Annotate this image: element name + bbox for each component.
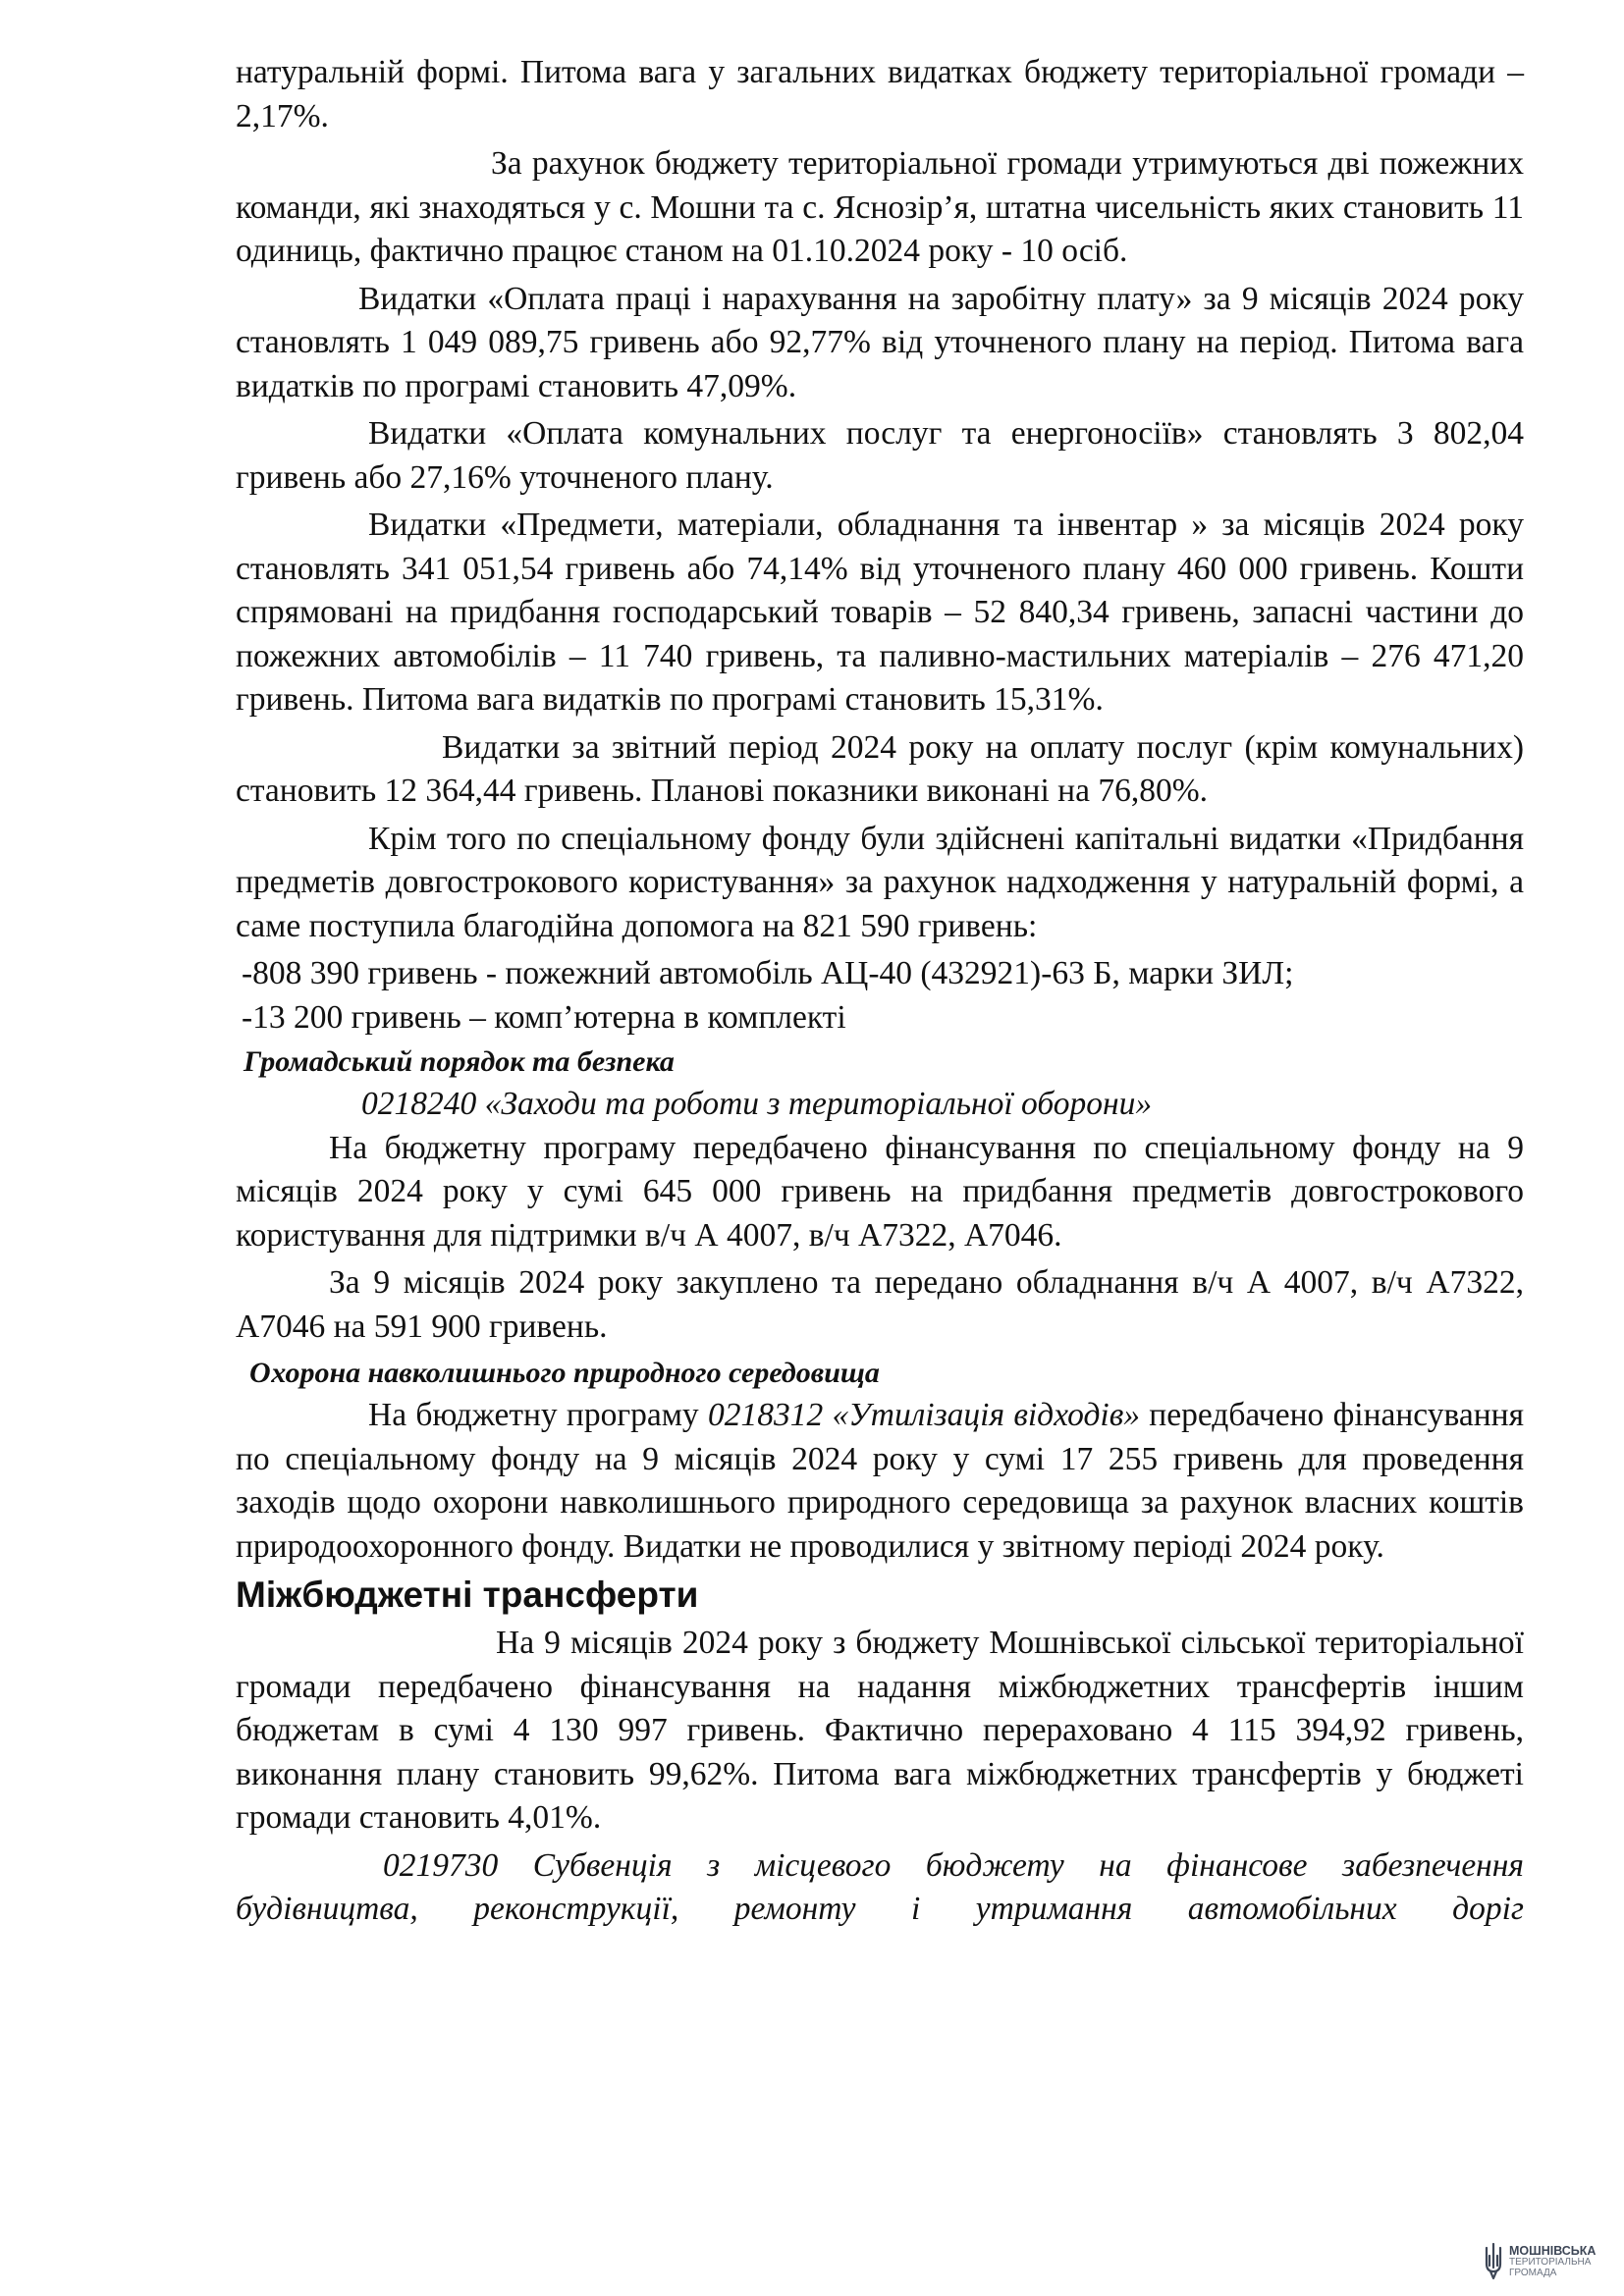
paragraph: Видатки «Предмети, матеріали, обладнання та інвентар » за місяців 2024 року становлять 341 051,54 гривень або 74,14% від уточненого плану 460 000 гривень. Кошти спрямовані на придбання господарський товарів – 52 840,34 гривень, запасні частини до пожежних автомобілів – 11 740 гривень, та паливно-мастильних матеріалів – 276 471,20 гривень. Питома вага видатків по програмі становить 15,31%.	[236, 507, 1524, 718]
logo-line: ТЕРИТОРІАЛЬНА	[1509, 2256, 1592, 2268]
logo	[1483, 2239, 1612, 2284]
paragraph: За рахунок бюджету територіальної громади утримуються дві пожежних команди, які знаходяться у с. Мошни та с. Яснозір’я, штатна чисельність яких становить 11 одиниць, фактично працює станом на 01.10.2024 року - 10 осіб.	[236, 145, 1524, 269]
paragraph: Видатки «Оплата праці і нарахування на заробітну плату» за 9 місяців 2024 року становлять 1 049 089,75 гривень або 92,77% від уточненого плану на період. Питома вага видатків по програмі становить 47,09%.	[236, 280, 1524, 404]
paragraph: На 9 місяців 2024 року з бюджету Мошнівської сільської територіальної громади передбачено фінансування на надання міжбюджетних трансфертів іншим бюджетам в сумі 4 130 997 гривень. Фактично перераховано 4 115 394,92 гривень, виконання плану становить 99,62%. Питома вага міжбюджетних трансфертів у бюджеті громади становить 4,01%.	[236, 1625, 1524, 1836]
logo-line: ГРОМАДА	[1509, 2267, 1557, 2278]
program-code: 0218312 «Утилізація відходів»	[707, 1397, 1141, 1433]
list-item: -13 200 гривень – комп’ютерна в комплекті	[242, 998, 846, 1036]
paragraph	[236, 1394, 1524, 1569]
paragraph: Крім того по спеціальному фонду були здійснені капітальні видатки «Придбання предметів довгострокового користування» за рахунок надходження у натуральній формі, а саме поступила благодійна допомога на 821 590 гривень:	[236, 820, 1524, 944]
section-subheading: Охорона навколишнього природного середовища	[249, 1357, 880, 1389]
section-subheading: Громадський порядок та безпека	[244, 1045, 675, 1078]
program-title: 0218240 «Заходи та роботи з територіальної оборони»	[361, 1086, 1153, 1122]
paragraph-text: передбачено фінансування по спеціальному фонду на 9 місяців 2024 року у сумі 17 255 гривень для проведення заходів щодо охорони навколишнього природного середовища за рахунок власних коштів природоохоронного фонду. Видатки не проводилися у звітному періоді 2024 року.	[236, 1397, 1524, 1565]
paragraph-text: На бюджетну програму	[368, 1397, 708, 1433]
section-heading: Міжбюджетні трансферти	[236, 1575, 699, 1615]
paragraph: Видатки «Оплата комунальних послуг та енергоносіїв» становлять 3 802,04 гривень або 27,16% уточненого плану.	[236, 415, 1524, 496]
document-body	[236, 51, 1524, 1936]
list-item: -808 390 гривень - пожежний автомобіль АЦ-40 (432921)-63 Б, марки ЗИЛ;	[242, 955, 1294, 991]
paragraph: За 9 місяців 2024 року закуплено та передано обладнання в/ч А 4007, в/ч А7322, А7046 на 591 900 гривень.	[236, 1264, 1524, 1345]
trident-icon	[1483, 2242, 1504, 2281]
logo-line: МОШНІВСЬКА	[1509, 2243, 1597, 2258]
paragraph: Видатки за звітний період 2024 року на оплату послуг (крім комунальних) становить 12 364,44 гривень. Планові показники виконані на 76,80%.	[236, 728, 1524, 809]
paragraph: На бюджетну програму передбачено фінансування по спеціальному фонду на 9 місяців 2024 року у сумі 645 000 гривень на придбання предметів довгострокового користування для підтримки в/ч А 4007, в/ч А7322, А7046.	[236, 1129, 1524, 1254]
logo-text	[1509, 2243, 1597, 2278]
paragraph: 0219730 Субвенція з місцевого бюджету на фінансове забезпечення будівництва, реконструкції, ремонту і утримання автомобільних доріг	[236, 1846, 1524, 1927]
paragraph: натуральній формі. Питома вага у загальних видатках бюджету територіальної громади – 2,17%.	[236, 54, 1524, 134]
